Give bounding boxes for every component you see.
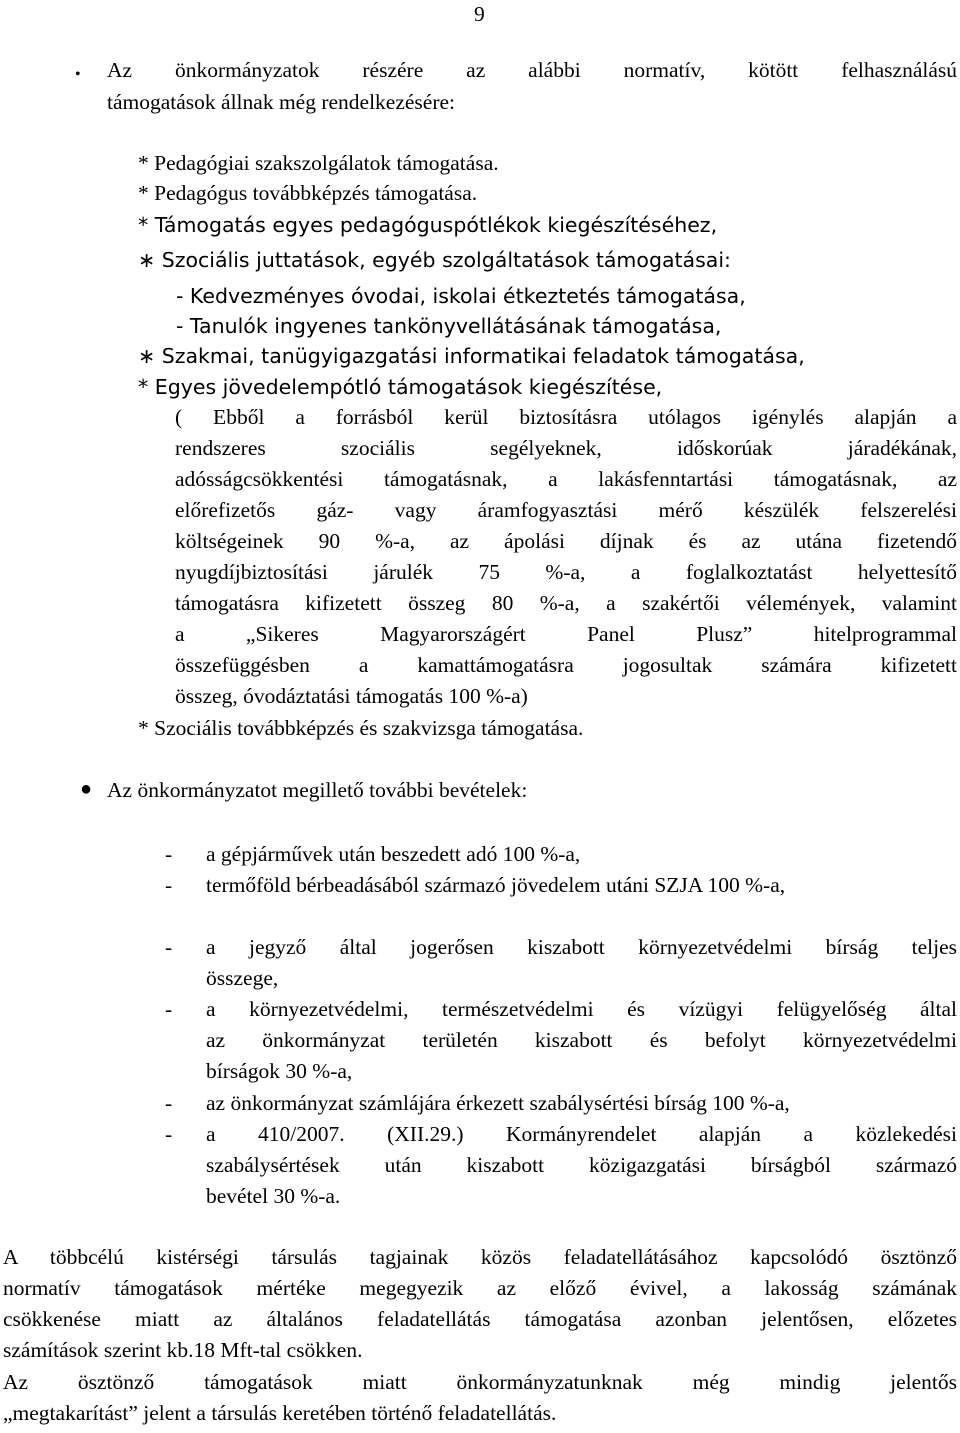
list-item: * Támogatás egyes pedagóguspótlékok kiegészítéséhez, (138, 213, 718, 237)
paren-line: a „Sikeres Magyarországért Panel Plusz” hitelprogrammal (175, 622, 957, 646)
paren-line: támogatásra kifizetett összeg 80 %-a, a szakértői vélemények, valamint (175, 591, 957, 615)
revenue-item-cont: az önkormányzat területén kiszabott és befolyt környezetvédelmi (206, 1028, 957, 1052)
revenue-item-cont: szabálysértések után kiszabott közigazgatási bírságból származó (206, 1153, 957, 1177)
paren-line: összeg, óvodáztatási támogatás 100 %-a) (175, 684, 528, 708)
dash-icon: - (165, 842, 173, 866)
revenue-item: a jegyző által jogerősen kiszabott környezetvédelmi bírság teljes (206, 935, 957, 959)
dash-icon: - (165, 873, 173, 897)
dash-icon: - (165, 997, 173, 1021)
paragraph-line: Az ösztönző támogatások miatt önkormányzatunknak még mindig jelentős (3, 1370, 957, 1394)
paragraph-line: „megtakarítást” jelent a társulás keretében történő feladatellátás. (3, 1401, 557, 1425)
list-item: ∗ Szakmai, tanügyigazgatási informatikai feladatok támogatása, (138, 344, 805, 368)
dash-icon: - (165, 935, 173, 959)
list-item: * Szociális továbbképzés és szakvizsga támogatása. (138, 716, 584, 740)
bullet-icon: • (75, 66, 81, 83)
revenue-item: az önkormányzat számlájára érkezett szabálysértési bírság 100 %-a, (206, 1091, 790, 1115)
paragraph-line: normatív támogatások mértéke megegyezik az előző évivel, a lakosság számának (3, 1276, 957, 1300)
section-heading: Az önkormányzatot megillető további bevételek: (107, 778, 528, 802)
revenue-item-cont: bevétel 30 %-a. (206, 1184, 341, 1208)
revenue-item: a környezetvédelmi, természetvédelmi és vízügyi felügyelőség által (206, 997, 957, 1021)
revenue-item-cont: bírságok 30 %-a, (206, 1059, 353, 1083)
revenue-item: a gépjárművek után beszedett adó 100 %-a, (206, 842, 581, 866)
paragraph-line: számítások szerint kb.18 Mft-tal csökken. (3, 1338, 363, 1362)
page-number: 9 (474, 2, 485, 26)
paren-line: adósságcsökkentési támogatásnak, a lakásfenntartási támogatásnak, az (175, 467, 957, 491)
paren-line: összefüggésben a kamattámogatásra jogosultak számára kifizetett (175, 653, 957, 677)
paren-line: nyugdíjbiztosítási járulék 75 %-a, a foglalkoztatást helyettesítő (175, 560, 957, 584)
revenue-item: a 410/2007. (XII.29.) Kormányrendelet alapján a közlekedési (206, 1122, 957, 1146)
list-subitem: - Tanulók ingyenes tankönyvellátásának támogatása, (176, 314, 722, 338)
paren-line: előrefizetős gáz- vagy áramfogyasztási mérő készülék felszerelési (175, 498, 957, 522)
list-item: * Pedagógiai szakszolgálatok támogatása. (138, 151, 499, 175)
intro-line: támogatások állnak még rendelkezésére: (107, 90, 456, 114)
paragraph-line: A többcélú kistérségi társulás tagjainak közös feladatellátásához kapcsolódó ösztönző (3, 1245, 957, 1269)
list-item: * Egyes jövedelempótló támogatások kiegészítése, (138, 375, 663, 399)
dash-icon: - (165, 1122, 173, 1146)
revenue-item-cont: összege, (206, 966, 279, 990)
list-subitem: - Kedvezményes óvodai, iskolai étkeztetés támogatása, (176, 284, 746, 308)
list-item: ∗ Szociális juttatások, egyéb szolgáltatások támogatásai: (138, 248, 731, 272)
paren-line: ( Ebből a forrásból kerül biztosításra utólagos igénylés alapján a (175, 405, 957, 429)
bullet-icon: ● (80, 778, 93, 800)
list-item: * Pedagógus továbbképzés támogatása. (138, 181, 478, 205)
paren-line: rendszeres szociális segélyeknek, időskorúak járadékának, (175, 436, 957, 460)
revenue-item: termőföld bérbeadásából származó jövedelem utáni SZJA 100 %-a, (206, 873, 786, 897)
paren-line: költségeinek 90 %-a, az ápolási díjnak és az utána fizetendő (175, 529, 957, 553)
intro-line: Az önkormányzatok részére az alábbi normatív, kötött felhasználású (107, 58, 957, 82)
paragraph-line: csökkenése miatt az általános feladatellátás támogatása azonban jelentősen, előzetes (3, 1307, 957, 1331)
dash-icon: - (165, 1091, 173, 1115)
